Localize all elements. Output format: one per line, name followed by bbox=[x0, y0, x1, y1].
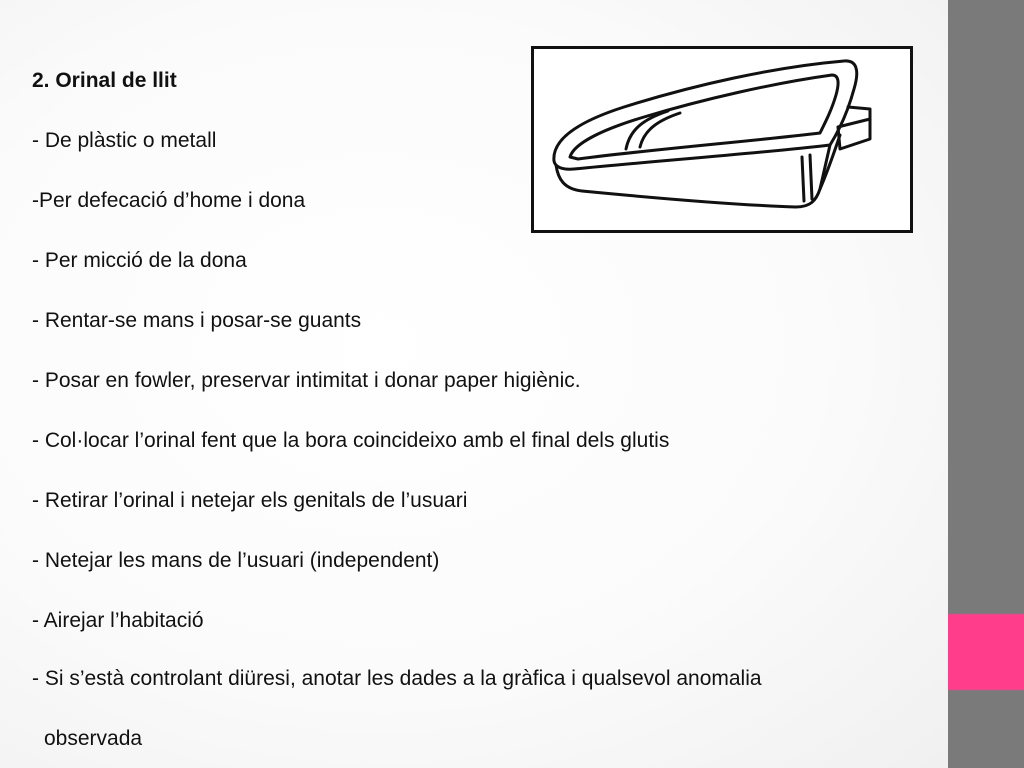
bullet-item: - Rentar-se mans i posar-se guants bbox=[32, 309, 362, 332]
bullet-item: - Si s’està controlant diüresi, anotar les dades a la gràfica i qualsevol anomalia bbox=[32, 667, 762, 690]
bullet-item: -Per defecació d’home i dona bbox=[32, 189, 306, 212]
bullet-item: - Col·locar l’orinal fent que la bora coincideixo amb el final dels glutis bbox=[32, 429, 670, 452]
bedpan-figure bbox=[531, 46, 913, 233]
bullet-item: - De plàstic o metall bbox=[32, 129, 217, 152]
bedpan-drawing-icon bbox=[534, 49, 910, 230]
sidebar-accent-block bbox=[948, 614, 1024, 690]
slide-title: 2. Orinal de llit bbox=[32, 69, 177, 92]
bullet-item-continuation: observada bbox=[44, 727, 143, 750]
bullet-item: - Netejar les mans de l’usuari (independent) bbox=[32, 549, 440, 572]
bullet-item: - Per micció de la dona bbox=[32, 249, 247, 272]
bullet-item: - Retirar l’orinal i netejar els genitals de l’usuari bbox=[32, 489, 468, 512]
bullet-item: - Posar en fowler, preservar intimitat i donar paper higiènic. bbox=[32, 369, 581, 392]
bullet-item: - Airejar l’habitació bbox=[32, 609, 204, 632]
